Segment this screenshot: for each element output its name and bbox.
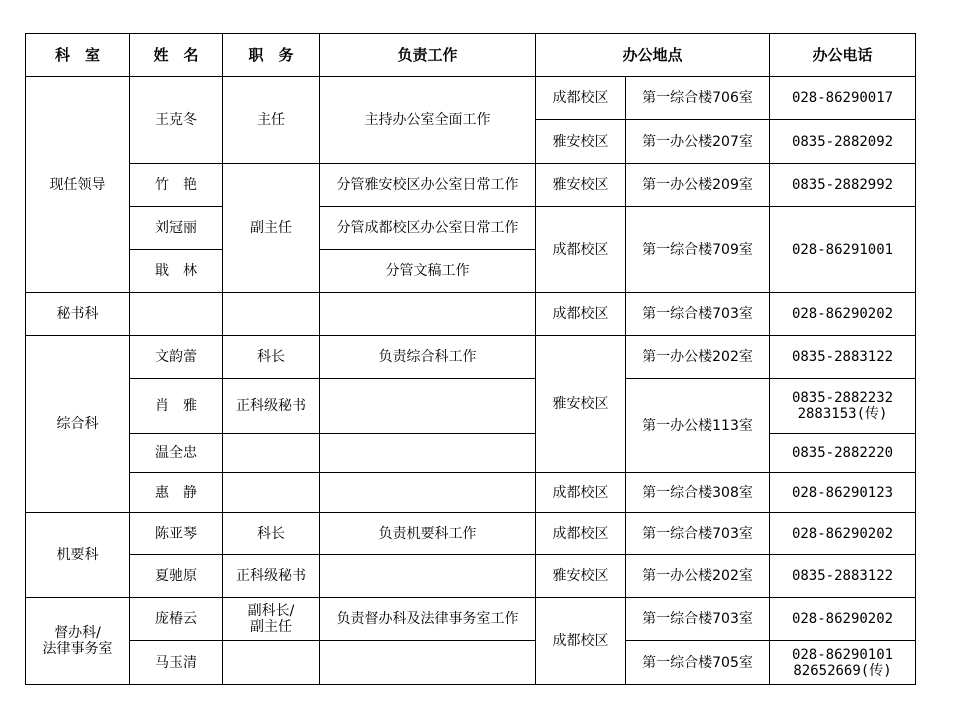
fax-line: 2883153(传) [797, 406, 888, 422]
campus-cell: 雅安校区 [536, 120, 626, 164]
name-cell: 王克冬 [130, 77, 223, 164]
room-cell: 第一综合楼709室 [626, 207, 770, 293]
table-row [26, 379, 916, 434]
name-cell: 马玉清 [130, 641, 223, 685]
header-phone: 办公电话 [770, 34, 916, 77]
duty-cell: 主持办公室全面工作 [320, 77, 536, 164]
table-row [26, 207, 916, 250]
name-cell: 竹 艳 [130, 164, 223, 207]
room-cell: 第一综合楼706室 [626, 77, 770, 120]
dept-line: 督办科/ [54, 625, 101, 641]
position-cell [223, 434, 320, 473]
room-cell: 第一综合楼703室 [626, 598, 770, 641]
campus-cell: 成都校区 [536, 77, 626, 120]
dept-cell-secretary: 秘书科 [26, 293, 130, 336]
room-cell: 第一办公楼207室 [626, 120, 770, 164]
position-cell: 正科级秘书 [223, 555, 320, 598]
phone-cell [770, 379, 916, 434]
table-row [26, 293, 916, 336]
duty-cell: 负责机要科工作 [320, 513, 536, 555]
phone-line: 0835-2882232 [791, 390, 894, 406]
room-cell: 第一办公楼202室 [626, 336, 770, 379]
duty-cell [320, 379, 536, 434]
table-row [26, 77, 916, 120]
duty-cell [320, 434, 536, 473]
room-cell: 第一办公楼209室 [626, 164, 770, 207]
room-cell: 第一办公楼202室 [626, 555, 770, 598]
phone-cell: 0835-2883122 [770, 555, 916, 598]
table-row [26, 555, 916, 598]
room-cell: 第一综合楼703室 [626, 293, 770, 336]
phone-cell: 028-86290202 [770, 293, 916, 336]
position-line: 副主任 [250, 619, 292, 635]
name-cell: 陈亚琴 [130, 513, 223, 555]
table-row [26, 336, 916, 379]
duty-cell [320, 293, 536, 336]
room-cell: 第一综合楼308室 [626, 473, 770, 513]
campus-cell: 成都校区 [536, 513, 626, 555]
phone-cell: 028-86290202 [770, 513, 916, 555]
duty-cell: 负责督办科及法律事务室工作 [320, 598, 536, 641]
room-cell: 第一综合楼705室 [626, 641, 770, 685]
room-cell: 第一办公楼113室 [626, 379, 770, 473]
name-cell: 夏驰原 [130, 555, 223, 598]
table-row [26, 473, 916, 513]
position-cell [223, 473, 320, 513]
campus-cell: 成都校区 [536, 473, 626, 513]
table-header-row [26, 34, 916, 77]
campus-cell: 成都校区 [536, 293, 626, 336]
phone-cell: 0835-2882220 [770, 434, 916, 473]
duty-cell [320, 641, 536, 685]
campus-cell: 雅安校区 [536, 164, 626, 207]
name-cell [130, 293, 223, 336]
name-cell: 戢 林 [130, 250, 223, 293]
position-cell [223, 641, 320, 685]
dept-cell-supervision-legal [26, 598, 130, 685]
phone-cell: 028-86290123 [770, 473, 916, 513]
position-line: 副科长/ [247, 603, 295, 619]
name-cell: 肖 雅 [130, 379, 223, 434]
table-row [26, 513, 916, 555]
duty-cell [320, 473, 536, 513]
name-cell: 惠 静 [130, 473, 223, 513]
duty-cell: 分管成都校区办公室日常工作 [320, 207, 536, 250]
position-cell: 科长 [223, 336, 320, 379]
phone-cell: 028-86291001 [770, 207, 916, 293]
table-row [26, 598, 916, 641]
dept-line: 法律事务室 [42, 641, 113, 657]
header-name: 姓 名 [130, 34, 223, 77]
position-cell: 正科级秘书 [223, 379, 320, 434]
header-position: 职 务 [223, 34, 320, 77]
position-cell [223, 598, 320, 641]
office-directory-table [25, 33, 916, 685]
campus-cell: 成都校区 [536, 598, 626, 685]
position-cell: 科长 [223, 513, 320, 555]
campus-cell: 雅安校区 [536, 336, 626, 473]
position-cell: 副主任 [223, 164, 320, 293]
name-cell: 刘冠丽 [130, 207, 223, 250]
header-location: 办公地点 [536, 34, 770, 77]
position-cell: 主任 [223, 77, 320, 164]
dept-cell-general: 综合科 [26, 336, 130, 513]
header-duty: 负责工作 [320, 34, 536, 77]
room-cell: 第一综合楼703室 [626, 513, 770, 555]
phone-cell: 0835-2882992 [770, 164, 916, 207]
duty-cell: 分管文稿工作 [320, 250, 536, 293]
campus-cell: 雅安校区 [536, 555, 626, 598]
dept-cell-leadership: 现任领导 [26, 77, 130, 293]
duty-cell [320, 555, 536, 598]
name-cell: 庞椿云 [130, 598, 223, 641]
duty-cell: 负责综合科工作 [320, 336, 536, 379]
name-cell: 温全忠 [130, 434, 223, 473]
table-row [26, 164, 916, 207]
phone-cell [770, 641, 916, 685]
table-row [26, 434, 916, 473]
duty-cell: 分管雅安校区办公室日常工作 [320, 164, 536, 207]
name-cell: 文韵蕾 [130, 336, 223, 379]
campus-cell: 成都校区 [536, 207, 626, 293]
phone-line: 028-86290101 [791, 646, 894, 663]
table-row [26, 641, 916, 685]
header-dept: 科 室 [26, 34, 130, 77]
phone-cell: 0835-2883122 [770, 336, 916, 379]
dept-cell-confidential: 机要科 [26, 513, 130, 598]
phone-cell: 0835-2882092 [770, 120, 916, 164]
position-cell [223, 293, 320, 336]
phone-cell: 028-86290202 [770, 598, 916, 641]
phone-cell: 028-86290017 [770, 77, 916, 120]
fax-line: 82652669(传) [793, 662, 892, 679]
